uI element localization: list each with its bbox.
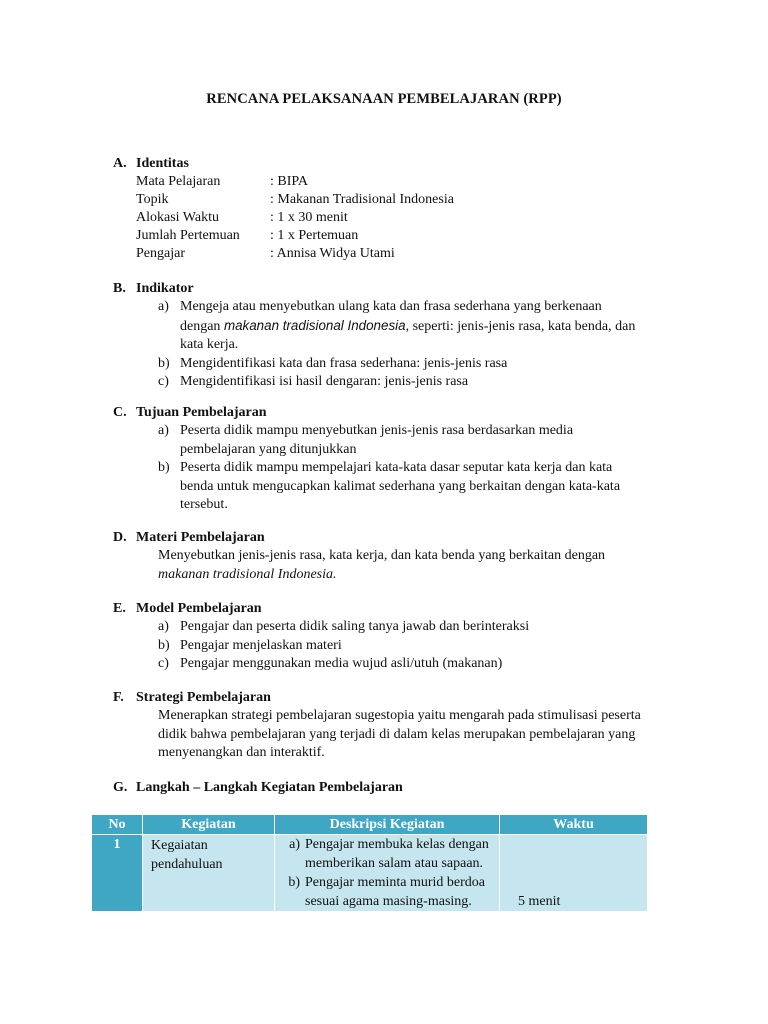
section-tujuan xyxy=(113,404,673,515)
section-heading: B. Indikator xyxy=(113,281,194,296)
section-heading: G. Langkah – Langkah Kegiatan Pembelajaran xyxy=(113,780,403,795)
section-strategi: F. Strategi Pembelajaran Menerapkan strategi pembelajaran sugestopia yaitu mengarah pada stimulisasi peserta didik bahwa pembelajaran yang terjadi di dalam kelas merupakan pembelajaran yang menyenangkan dan interaktif. xyxy=(113,689,673,763)
section-langkah xyxy=(113,779,673,797)
list-item: a) Pengajar membuka kelas dengan memberikan salam atau sapaan. xyxy=(289,837,489,871)
header-no: No xyxy=(92,815,143,835)
row-number: 1 xyxy=(92,835,143,912)
identity-row: Pengajar : Annisa Widya Utami xyxy=(136,246,395,261)
kegiatan-cell: Kegaiatan pendahuluan xyxy=(143,835,275,912)
section-heading: A. Identitas xyxy=(113,156,189,171)
activity-table xyxy=(91,814,648,912)
identity-row: Topik : Makanan Tradisional Indonesia xyxy=(136,192,454,207)
header-deskripsi: Deskripsi Kegiatan xyxy=(275,815,500,835)
list-item: a) Peserta didik mampu menyebutkan jenis-jenis rasa berdasarkan media pembelajaran yang ditunjukkan xyxy=(158,423,574,457)
identity-row: Mata Pelajaran : BIPA xyxy=(136,174,309,189)
list-item: b) Pengajar menjelaskan materi xyxy=(158,637,342,653)
section-heading: D. Materi Pembelajaran xyxy=(113,530,265,545)
table-row xyxy=(92,835,648,912)
table-header-row xyxy=(92,815,648,835)
list-item: c) Mengidentifikasi isi hasil dengaran: jenis-jenis rasa xyxy=(158,374,469,389)
section-indikator xyxy=(113,280,673,392)
list-item: b) Pengajar meminta murid berdoa sesuai agama masing-masing. xyxy=(288,875,485,909)
identity-row: Alokasi Waktu : 1 x 30 menit xyxy=(136,210,348,225)
deskripsi-cell xyxy=(275,835,500,912)
section-heading: F. Strategi Pembelajaran xyxy=(113,690,271,705)
section-heading: C. Tujuan Pembelajaran xyxy=(113,405,267,420)
section-materi: D. Materi Pembelajaran Menyebutkan jenis-jenis rasa, kata kerja, dan kata benda yang berkaitan dengan makanan tradisional Indonesia. xyxy=(113,529,673,584)
list-item: a) Mengeja atau menyebutkan ulang kata dan frasa sederhana yang berkenaan dengan makanan tradisional Indonesia, seperti: jenis-jenis rasa, kata benda, dan kata kerja. xyxy=(158,299,636,352)
identity-row: Jumlah Pertemuan : 1 x Pertemuan xyxy=(136,228,359,243)
list-item: b) Peserta didik mampu mempelajari kata-kata dasar seputar kata kerja dan kata benda untuk mengucapkan kalimat sederhana yang berkaitan dengan kata-kata tersebut. xyxy=(158,460,621,512)
document-title: RENCANA PELAKSANAAN PEMBELAJARAN (RPP) xyxy=(206,91,562,107)
section-heading: E. Model Pembelajaran xyxy=(113,601,262,616)
section-identitas xyxy=(113,155,673,263)
waktu-cell xyxy=(500,835,648,912)
list-item: a) Pengajar dan peserta didik saling tanya jawab dan berinteraksi xyxy=(158,619,530,634)
section-model xyxy=(113,600,673,674)
header-waktu: Waktu xyxy=(500,815,648,835)
list-item: c) Pengajar menggunakan media wujud asli/utuh (makanan) xyxy=(158,656,503,671)
header-kegiatan: Kegiatan xyxy=(143,815,275,835)
list-item: b) Mengidentifikasi kata dan frasa sederhana: jenis-jenis rasa xyxy=(158,355,508,371)
waktu-value: 5 menit xyxy=(518,894,561,909)
